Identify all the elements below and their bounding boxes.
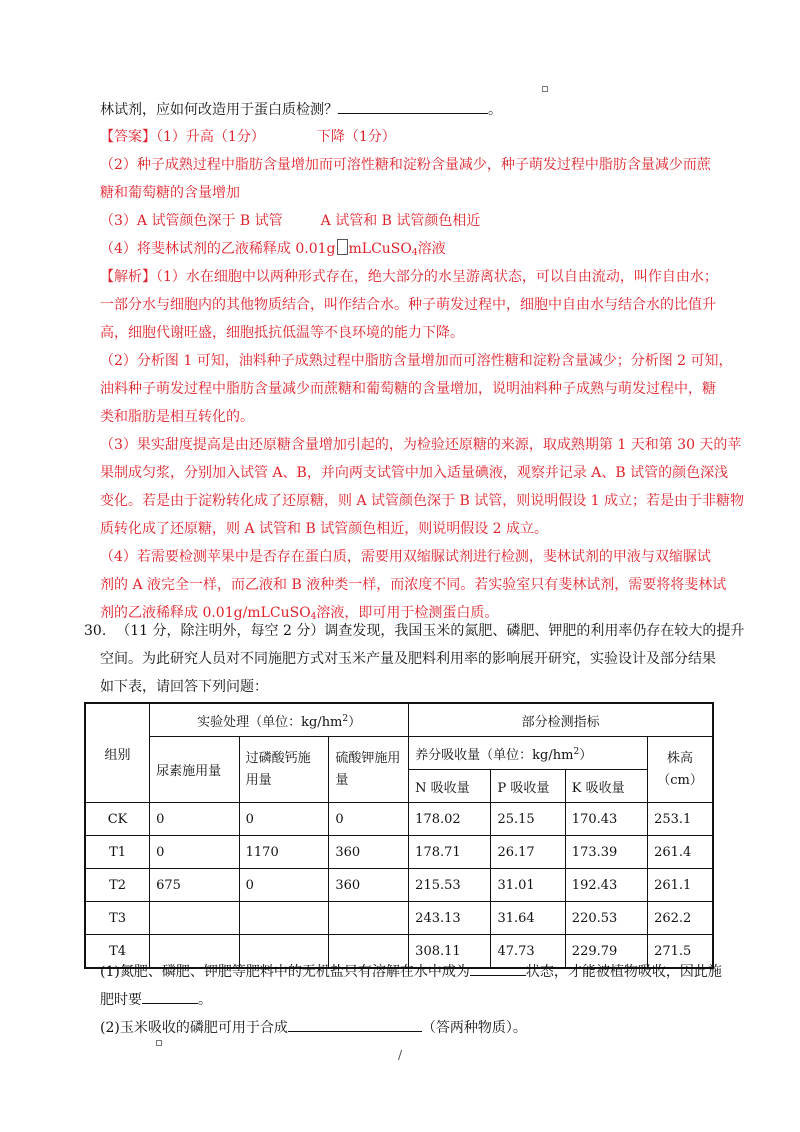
answer-line-5: （4）将斐林试剂的乙液稀释成 0.01g mLCuSO$_4$溶液: [100, 241, 446, 258]
analysis-line-5: 油料种子萌发过程中脂肪含量减少而蔗糖和葡萄糖的含量增加，说明油料种子成熟与萌发过程中，糖: [100, 381, 716, 397]
question-4-line: 林试剂，应如何改造用于蛋白质检测？ 。: [100, 98, 710, 121]
answer-blank: [470, 960, 526, 976]
sub-question-1-line-1: (1)氮肥、磷肥、钾肥等肥料中的无机盐只有溶解在水中成为 状态，才能被植物吸收，因此施: [100, 960, 710, 983]
analysis-line-4: （2）分析图 1 可知，油料种子成熟过程中脂肪含量增加而可溶性糖和淀粉含量减少；分析图 2 可知，: [100, 353, 733, 369]
results-table: [84, 702, 714, 969]
potassium-col-header: 硫酸钾施用量: [329, 737, 409, 803]
question-number: 30.: [84, 623, 107, 639]
analysis-line-13: 剂的乙液稀释成 0.01g/mLCuSO$_4$溶液，即可用于检测蛋白质。: [100, 605, 499, 622]
question-30-line-3: 如下表，请回答下列问题：: [100, 679, 268, 695]
answer-blank: [142, 988, 198, 1004]
height-header: 株高（cm）: [648, 737, 713, 803]
nutrient-header: 养分吸收量（单位：$kg/hm^2$）: [409, 737, 648, 770]
marker-square: [156, 1040, 162, 1046]
table-row: T4 308.11 47.73 229.79 271.5: [85, 935, 713, 969]
analysis-line-12: 剂的 A 液完全一样，而乙液和 B 液种类一样，而浓度不同。若实验室只有斐林试剂，需要将将斐林试: [100, 577, 727, 593]
slash-box: [337, 239, 348, 255]
question-30-line-2: 空间。为此研究人员对不同施肥方式对玉米产量及肥料利用率的影响展开研究，实验设计及部分结果: [100, 651, 716, 667]
table-row: T3 243.13 31.64 220.53 262.2: [85, 902, 713, 935]
analysis-line-11: （4）若需要检测苹果中是否存在蛋白质，需要用双缩脲试剂进行检测，斐林试剂的甲液与双缩脲试: [100, 549, 711, 565]
phosphate-col-header: 过磷酸钙施用量: [239, 737, 329, 803]
page-number: /: [398, 1048, 403, 1062]
n-col-header: N 吸收量: [409, 770, 491, 803]
k-col-header: K 吸收量: [565, 770, 647, 803]
analysis-line-7: （3）果实甜度提高是由还原糖含量增加引起的，为检验还原糖的来源，取成熟期第 1 天和第 30 天的苹: [100, 437, 742, 453]
analysis-line-8: 果制成匀浆，分别加入试管 A、B，并向两支试管中加入适量碘液，观察并记录 A、B 试管的颜色深浅: [100, 465, 729, 481]
analysis-label: 【解析】: [100, 269, 156, 285]
analysis-line-2: 一部分水与细胞内的其他物质结合，叫作结合水。种子萌发过程中，细胞中自由水与结合水的比值升: [100, 297, 716, 313]
sub-question-1-line-2: 肥时要 。: [100, 988, 710, 1011]
table-row: T1 0 1170 360 178.71 26.17 173.39 261.4: [85, 836, 713, 869]
answer-line-3: 糖和葡萄糖的含量增加: [100, 185, 240, 201]
table-row: T2 675 0 360 215.53 31.01 192.43 261.1: [85, 869, 713, 902]
analysis-line-6: 类和脂肪是相互转化的。: [100, 409, 254, 425]
question-30-line-1: 30. （11 分，除注明外，每空 2 分）调查发现，我国玉米的氮肥、磷肥、钾肥的利用率仍存在较大的提升: [84, 623, 745, 639]
analysis-line-10: 质转化成了还原糖，则 A 试管和 B 试管颜色相近，则说明假设 2 成立。: [100, 521, 549, 537]
analysis-line-9: 变化。若是由于淀粉转化成了还原糖，则 A 试管颜色深于 B 试管，则说明假设 1 成立；若是由于非糖物: [100, 493, 745, 509]
treatment-header: 实验处理（单位：$kg/hm^2$）: [150, 703, 409, 737]
answer-blank: [338, 98, 488, 114]
marker-square: [542, 86, 548, 92]
analysis-line-1: 【解析】（1）水在细胞中以两种形式存在，绝大部分的水呈游离状态，可以自由流动，叫作自由水；: [100, 269, 718, 285]
answer-line-1: 【答案】（1）升高（1分） 下降（1分）: [100, 129, 396, 145]
answer-label: 【答案】: [100, 129, 156, 145]
answer-line-2: （2）种子成熟过程中脂肪含量增加而可溶性糖和淀粉含量减少，种子萌发过程中脂肪含量减少而蔗: [100, 157, 711, 173]
sub-question-2-line: (2)玉米吸收的磷肥可用于合成 （答两种物质）。: [100, 1016, 710, 1039]
analysis-line-3: 高，细胞代谢旺盛，细胞抵抗低温等不良环境的能力下降。: [100, 325, 464, 341]
urea-col-header: 尿素施用量: [150, 737, 240, 803]
p-col-header: P 吸收量: [491, 770, 565, 803]
answer-line-4: （3）A 试管颜色深于 B 试管 A 试管和 B 试管颜色相近: [100, 213, 481, 229]
answer-blank: [288, 1016, 422, 1032]
indicator-header: 部分检测指标: [409, 703, 713, 737]
group-header: 组别: [85, 703, 150, 803]
table-row: CK 0 0 0 178.02 25.15 170.43 253.1: [85, 803, 713, 836]
